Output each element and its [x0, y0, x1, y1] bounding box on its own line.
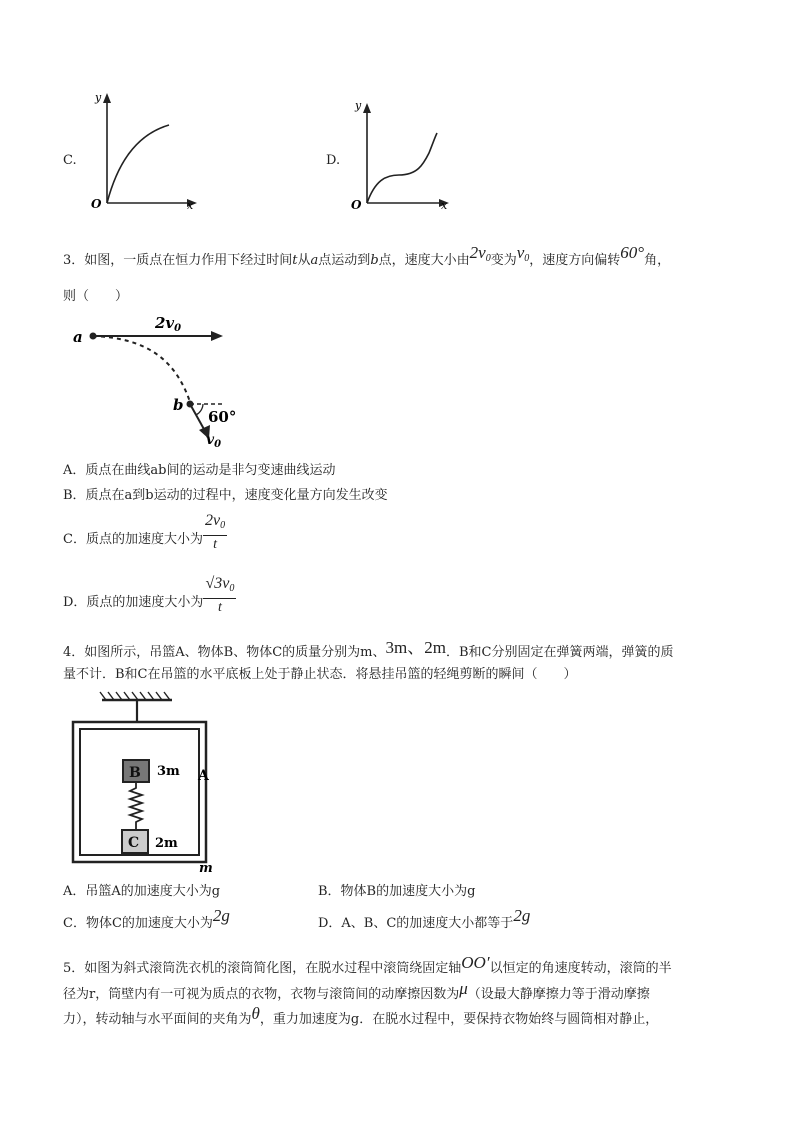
label-a: a: [73, 328, 83, 346]
q3-stem-line2: 则（ ）: [63, 289, 129, 304]
q3-option-c: C．质点的加速度大小为 $\frac{2v_0}{t}$: [63, 512, 226, 552]
graph-c-curve: [107, 125, 169, 203]
q4-option-c: C．物体C的加速度大小为2g: [63, 906, 230, 931]
basket-label: A: [198, 768, 209, 784]
basket-mass-label: m: [199, 861, 213, 876]
label-v0: $v_0$: [206, 432, 222, 450]
q3-option-d-fraction: $\frac{√3v_0}{t}$: [205, 575, 235, 615]
graph-d: [345, 95, 460, 220]
q3-figure: [65, 308, 255, 456]
block-c-label: C: [128, 835, 140, 851]
label-b: b: [173, 396, 184, 414]
option-c-label: C.: [63, 153, 77, 168]
graph-c-y-arrow: [103, 93, 111, 103]
q5-line1: 5．如图为斜式滚筒洗衣机的滚筒简化图，在脱水过程中滚筒绕固定轴OO′以恒定的角速度转动，滚筒的半: [63, 953, 672, 976]
angle-arc: [196, 404, 203, 415]
q3-option-d: D．质点的加速度大小为 $\frac{√3v_0}{t}$: [63, 575, 235, 615]
graph-c-y-label: y: [95, 91, 102, 104]
q4-option-d: D．A、B、C的加速度大小都等于2g: [318, 906, 531, 931]
graph-c: [85, 85, 200, 215]
q3-option-c-fraction: $\frac{2v_0}{t}$: [204, 512, 226, 552]
q5-line2: 径为r，筒壁内有一可视为质点的衣物，衣物与滚筒间的动摩擦因数为μ（设最大静摩擦力等于滑动摩擦: [63, 979, 650, 1002]
q5-line3: 力），转动轴与水平面间的夹角为θ，重力加速度为g．在脱水过程中，要保持衣物始终与圆筒相对静止，: [63, 1004, 659, 1027]
q3-stem: 3．如图，一质点在恒力作用下经过时间t从a点运动到b点，速度大小由$2v_0$变为$v_0$，速度方向偏转60°角，: [63, 243, 671, 268]
q4-figure: [60, 688, 230, 878]
block-b-label: B: [129, 765, 141, 781]
q4-option-b: B．物体B的加速度大小为g: [318, 884, 476, 899]
q4-option-a: A．吊篮A的加速度大小为g: [63, 884, 221, 899]
q4-stem: 4．如图所示，吊篮A、物体B、物体C的质量分别为m、3m、2m．B和C分别固定在弹簧两端，弹簧的质: [63, 638, 674, 660]
graph-d-curve: [367, 133, 437, 203]
graph-c-origin: O: [91, 197, 102, 211]
q4-stem-line2: 量不计．B和C在吊篮的水平底板上处于静止状态．将悬挂吊篮的轻绳剪断的瞬间（ ）: [63, 667, 577, 682]
graph-d-y-arrow: [363, 103, 371, 113]
q3-option-a: A．质点在曲线ab间的运动是非匀变速曲线运动: [63, 463, 336, 478]
mass-b-label: 3m: [157, 764, 180, 779]
trajectory-curve: [93, 336, 190, 402]
graph-c-x-label: x: [187, 199, 194, 212]
graph-d-origin: O: [351, 198, 362, 212]
label-2v0: $2v_0$: [155, 314, 182, 334]
spring: [130, 782, 142, 830]
graph-d-x-label: x: [441, 199, 448, 212]
q3-option-b: B．质点在a到b运动的过程中，速度变化量方向发生改变: [63, 488, 388, 503]
option-d-label: D.: [326, 153, 341, 168]
graph-d-y-label: y: [355, 99, 362, 112]
label-60: 60°: [208, 408, 237, 426]
mass-c-label: 2m: [155, 836, 178, 851]
